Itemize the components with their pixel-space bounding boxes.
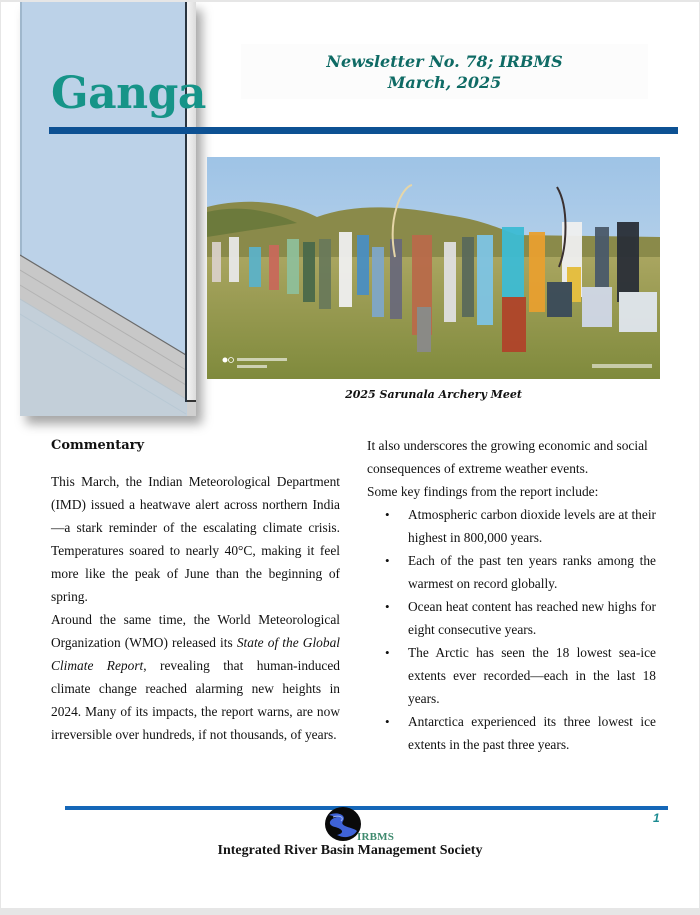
commentary-paragraph-wmo bbox=[51, 608, 340, 746]
bullet-icon: • bbox=[385, 507, 390, 522]
photo-caption: 2025 Sarunala Archery Meet bbox=[345, 388, 522, 401]
issue-date: March, 2025 bbox=[387, 73, 502, 92]
newsletter-page bbox=[1, 2, 699, 908]
bullet-icon: • bbox=[385, 599, 390, 614]
commentary-column-right bbox=[367, 434, 656, 756]
list-item bbox=[367, 595, 656, 641]
bullet-icon: • bbox=[385, 645, 390, 660]
newsletter-number: Newsletter No. 78; IRBMS bbox=[326, 52, 563, 71]
bullet-icon: • bbox=[385, 553, 390, 568]
newsletter-title: Ganga bbox=[51, 68, 206, 119]
finding-text: Antarctica experienced its three lowest ice extents in the past three years. bbox=[408, 714, 656, 752]
finding-text: The Arctic has seen the 18 lowest sea-ice extents ever recorded—each in the last 18 years. bbox=[408, 645, 656, 706]
commentary-paragraph: This March, the Indian Meteorological Department (IMD) issued a heatwave alert across northern India—a stark reminder of the escalating climate crisis. Temperatures soared to nearly 40°C, making it feel more like the peak of June than the beginning of spring. bbox=[51, 474, 340, 604]
finding-text: Ocean heat content has reached new highs for eight consecutive years. bbox=[408, 599, 656, 637]
paragraph-text: , revealing that human-induced climate change reached alarming new heights in 2024. Many of its impacts, the report warns, are now irreversible over hundreds, if not thousands, of years. bbox=[51, 658, 340, 742]
commentary-paragraph: It also underscores the growing economic and social consequences of extreme weather events. bbox=[367, 438, 648, 476]
organization-name: Integrated River Basin Management Society bbox=[217, 843, 483, 858]
finding-text: Atmospheric carbon dioxide levels are at their highest in 800,000 years. bbox=[408, 507, 656, 545]
list-item bbox=[367, 503, 656, 549]
report-title: State of the Global Climate Report bbox=[51, 635, 340, 673]
list-item bbox=[367, 549, 656, 595]
finding-text: Each of the past ten years ranks among the warmest on record globally. bbox=[408, 553, 656, 591]
paragraph-text: Around the same time, the World Meteorological Organization (WMO) released its bbox=[51, 612, 340, 650]
archery-photo bbox=[207, 157, 660, 379]
section-heading: Commentary bbox=[51, 438, 145, 453]
page-number: 1 bbox=[653, 811, 660, 825]
header-rule bbox=[49, 127, 678, 134]
findings-list bbox=[367, 503, 656, 756]
decorative-side-panel bbox=[20, 2, 196, 416]
commentary-column-left bbox=[51, 435, 340, 746]
issue-info-box bbox=[241, 44, 648, 99]
findings-intro: Some key findings from the report include: bbox=[367, 484, 599, 499]
logo-text: IRBMS bbox=[357, 831, 395, 843]
list-item bbox=[367, 641, 656, 710]
bullet-icon: • bbox=[385, 714, 390, 729]
list-item bbox=[367, 710, 656, 756]
